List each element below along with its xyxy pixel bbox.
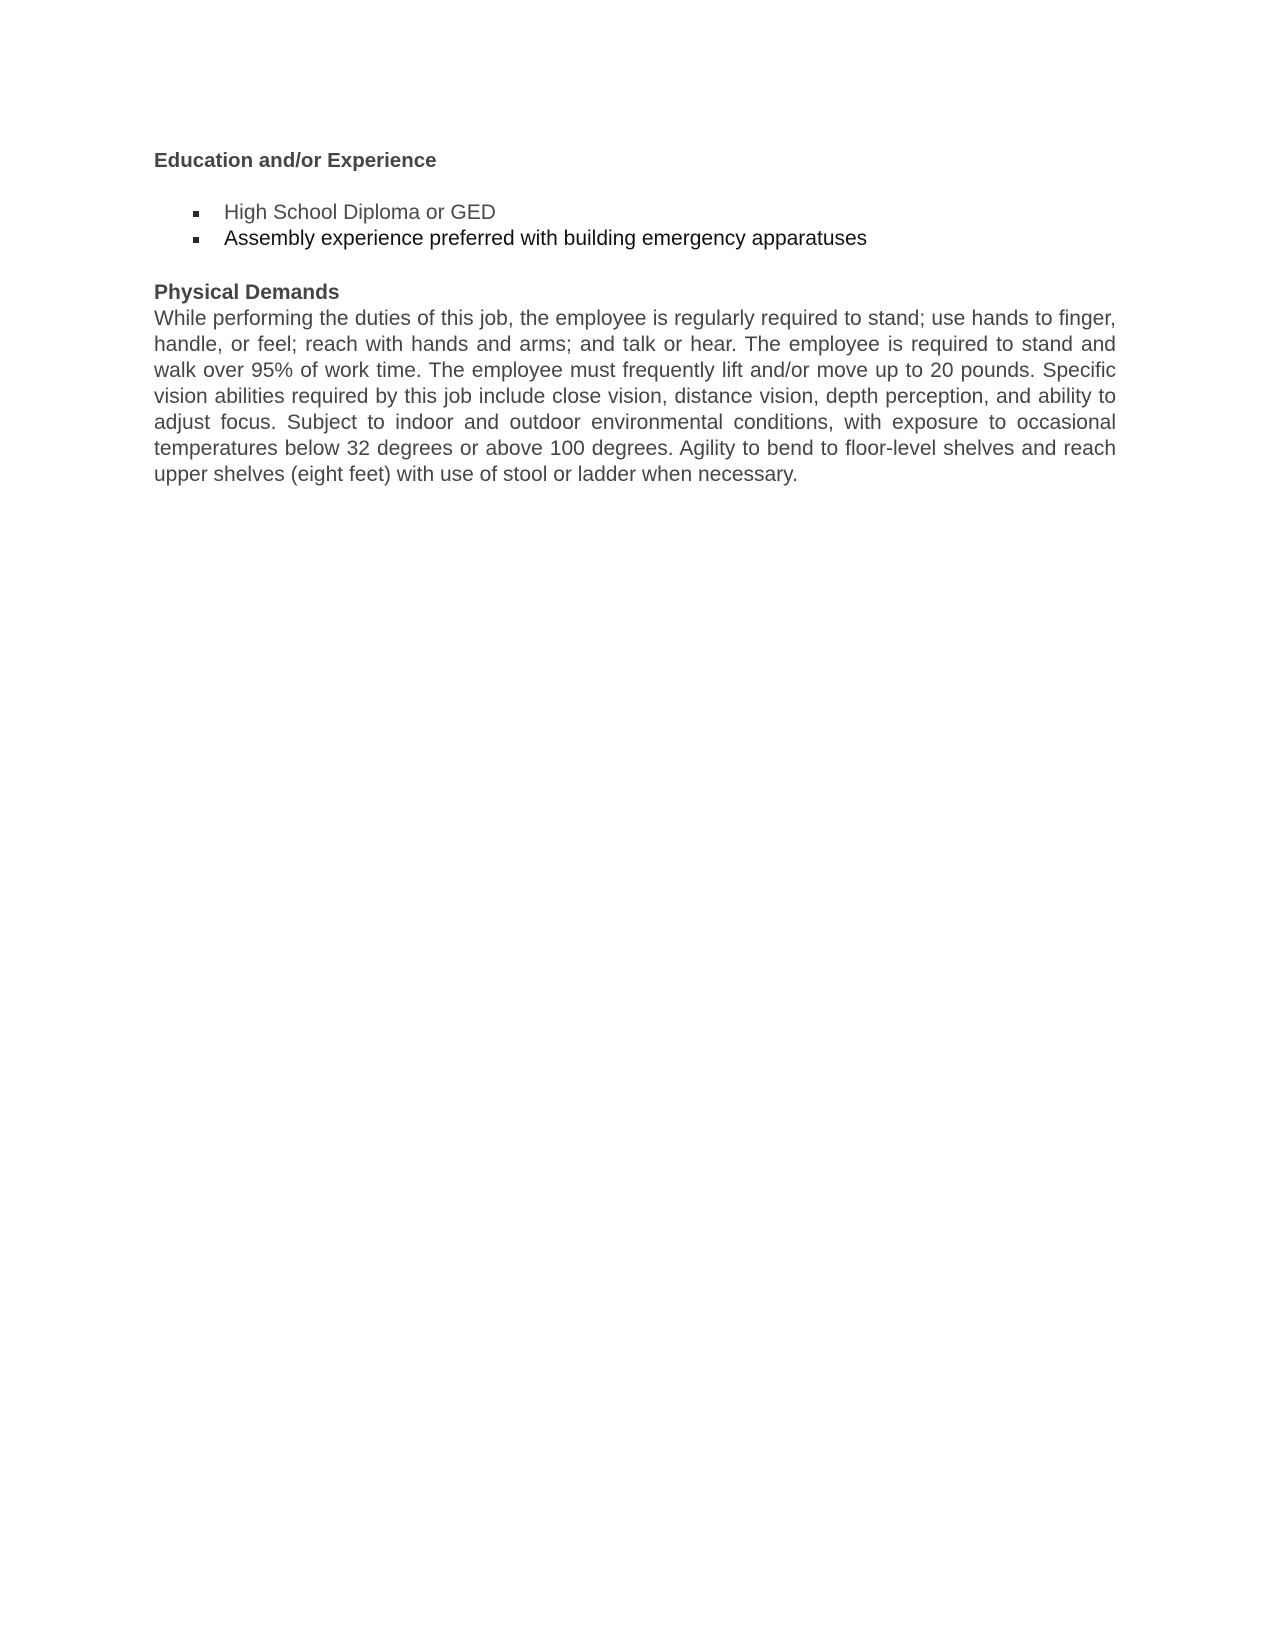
list-item-text: High School Diploma or GED	[224, 201, 496, 224]
physical-demands-heading: Physical Demands	[154, 281, 340, 304]
list-item	[154, 226, 1116, 252]
physical-demands-paragraph: While performing the duties of this job, the employee is regularly required to stand; use hands to finger, handle, or feel; reach with hands and arms; and talk or hear. The employee is required to stand and walk over 95% of work time. The employee must frequently lift and/or move up to 20 pounds. Specific vision abilities required by this job include close vision, distance vision, depth perception, and ability to adjust focus. Subject to indoor and outdoor environmental conditions, with exposure to occasional temperatures below 32 degrees or above 100 degrees. Agility to bend to floor-level shelves and reach upper shelves (eight feet) with use of stool or ladder when necessary.	[154, 307, 1116, 486]
list-item	[154, 200, 1116, 226]
education-heading: Education and/or Experience	[154, 149, 437, 172]
square-bullet-icon	[193, 211, 199, 217]
page-content	[154, 148, 1116, 488]
list-item-text: Assembly experience preferred with building emergency apparatuses	[224, 227, 868, 250]
square-bullet-icon	[193, 237, 199, 243]
education-list	[154, 200, 1116, 252]
